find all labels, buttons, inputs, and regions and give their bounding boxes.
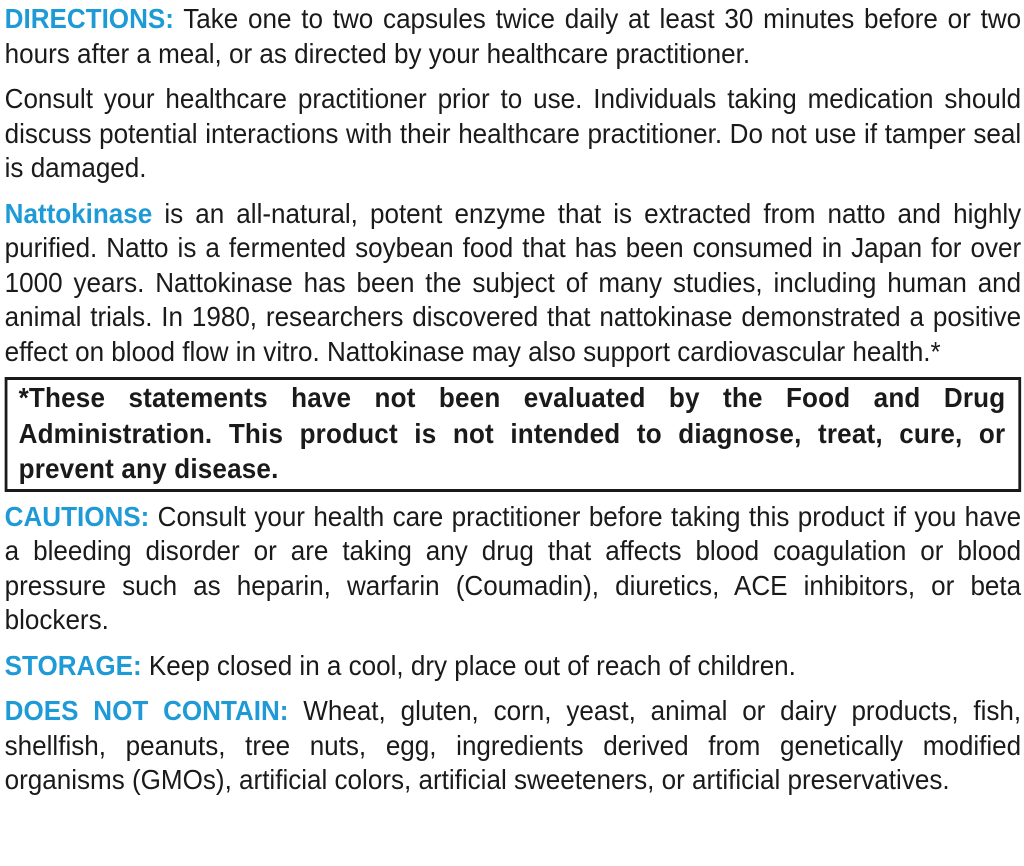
nattokinase-paragraph	[5, 197, 1021, 370]
directions-heading: DIRECTIONS:	[4, 3, 174, 34]
directions-paragraph	[5, 2, 1021, 71]
does-not-contain-heading: DOES NOT CONTAIN:	[4, 695, 289, 726]
nattokinase-heading: Nattokinase	[4, 197, 153, 229]
directions-text: Take one to two capsules twice daily at least 30 minutes before or two hours after a meal, or as directed by your healthcare practitioner.	[4, 3, 1022, 69]
cautions-text: Consult your health care practitioner before taking this product if you have a bleeding disorder or are taking any drug that affects blood coagulation or blood pressure such as heparin, warfarin (Coumadin), diuretics, ACE inhibitors, or beta blockers.	[4, 500, 1022, 635]
storage-heading: STORAGE:	[4, 649, 142, 681]
storage-paragraph	[5, 649, 1021, 684]
consult-text: Consult your healthcare practitioner prior to use. Individuals taking medication should discuss potential interactions with their healthcare practitioner. Do not use if tamper seal is damaged.	[4, 83, 1022, 183]
fda-disclaimer-box	[5, 377, 1021, 492]
fda-disclaimer-text: *These statements have not been evaluated by the Food and Drug Administration. This product is not intended to diagnose, treat, cure, or prevent any disease.	[18, 382, 1006, 484]
does-not-contain-text: Wheat, gluten, corn, yeast, animal or dairy products, fish, shellfish, peanuts, tree nuts, egg, ingredients derived from genetically modified organisms (GMOs), artificial colors, artificial sweeteners, or artificial preservatives.	[4, 695, 1022, 795]
cautions-paragraph	[5, 500, 1021, 638]
cautions-heading: CAUTIONS:	[4, 500, 150, 532]
storage-text: Keep closed in a cool, dry place out of reach of children.	[141, 649, 796, 681]
does-not-contain-paragraph	[5, 694, 1021, 798]
nattokinase-text: is an all-natural, potent enzyme that is extracted from natto and highly purified. Natto is a fermented soybean food that has been consumed in Japan for over 1000 years. Nattokinase has been the subject of many studies, including human and animal trials. In 1980, researchers discovered that nattokinase demonstrated a positive effect on blood flow in vitro. Nattokinase may also support cardiovascular health.*	[4, 197, 1022, 367]
consult-paragraph	[5, 82, 1021, 186]
